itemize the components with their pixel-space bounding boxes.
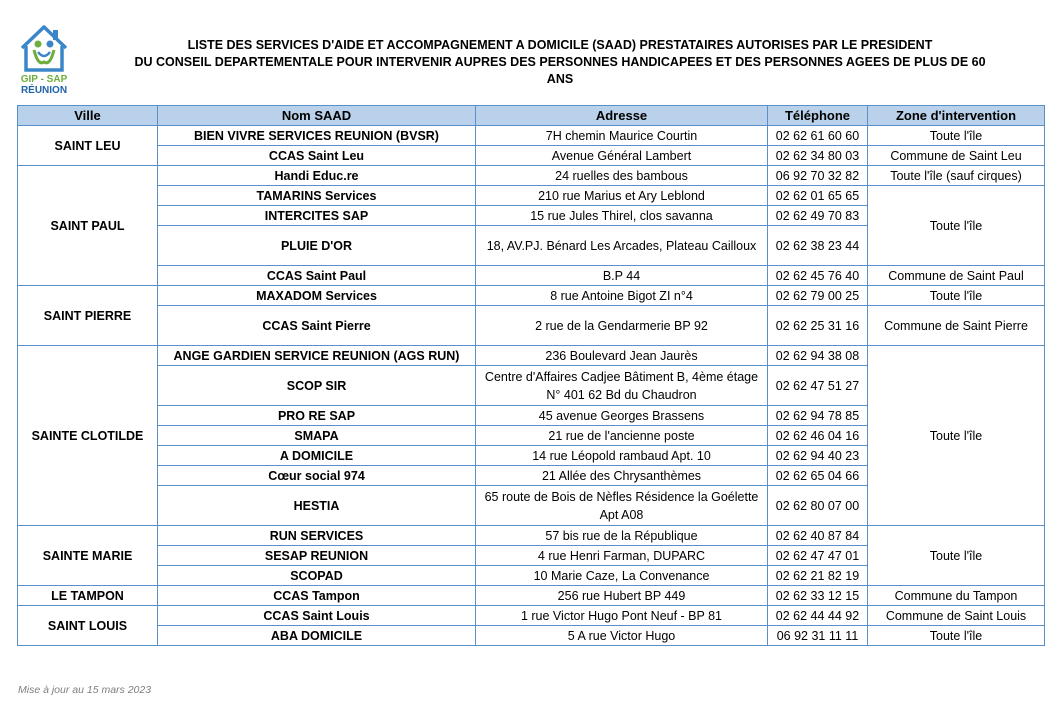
phone-cell: 02 62 47 47 01 [768, 546, 868, 566]
saad-name-cell: ABA DOMICILE [158, 626, 476, 646]
table-row [18, 626, 1045, 646]
table-row [18, 606, 1045, 626]
saad-name-cell: SMAPA [158, 426, 476, 446]
address-cell: 45 avenue Georges Brassens [476, 406, 768, 426]
saad-name-cell: SESAP REUNION [158, 546, 476, 566]
zone-cell: Toute l'île [868, 526, 1045, 586]
phone-cell: 06 92 31 11 11 [768, 626, 868, 646]
address-cell: 1 rue Victor Hugo Pont Neuf - BP 81 [476, 606, 768, 626]
col-header-ville: Ville [18, 106, 158, 126]
zone-cell: Commune de Saint Leu [868, 146, 1045, 166]
address-cell: 8 rue Antoine Bigot ZI n°4 [476, 286, 768, 306]
document-title-line2: DU CONSEIL DEPARTEMENTALE POUR INTERVENIR AUPRES DES PERSONNES HANDICAPEES ET DES PERSONNES AGEES DE PLUS DE 60 ANS [134, 55, 986, 86]
address-cell: 57 bis rue de la République [476, 526, 768, 546]
address-cell: 15 rue Jules Thirel, clos savanna [476, 206, 768, 226]
phone-cell: 02 62 38 23 44 [768, 226, 868, 266]
phone-cell: 02 62 65 04 66 [768, 466, 868, 486]
phone-cell: 02 62 94 40 23 [768, 446, 868, 466]
zone-cell: Toute l'île [868, 286, 1045, 306]
address-cell: 7H chemin Maurice Courtin [476, 126, 768, 146]
table-row [18, 146, 1045, 166]
gip-sap-logo [16, 22, 72, 96]
address-cell: 18, AV.PJ. Bénard Les Arcades, Plateau Cailloux [476, 226, 768, 266]
col-header-nom: Nom SAAD [158, 106, 476, 126]
address-cell: 4 rue Henri Farman, DUPARC [476, 546, 768, 566]
city-cell: SAINT PIERRE [18, 286, 158, 346]
update-date-note: Mise à jour au 15 mars 2023 [18, 684, 152, 696]
address-cell: 10 Marie Caze, La Convenance [476, 566, 768, 586]
address-cell: 236 Boulevard Jean Jaurès [476, 346, 768, 366]
saad-name-cell: PRO RE SAP [158, 406, 476, 426]
saad-name-cell: CCAS Saint Pierre [158, 306, 476, 346]
phone-cell: 02 62 94 78 85 [768, 406, 868, 426]
col-header-adresse: Adresse [476, 106, 768, 126]
phone-cell: 02 62 34 80 03 [768, 146, 868, 166]
address-cell: 256 rue Hubert BP 449 [476, 586, 768, 606]
zone-cell: Toute l'île [868, 346, 1045, 526]
table-row [18, 586, 1045, 606]
table-row [18, 166, 1045, 186]
saad-name-cell: RUN SERVICES [158, 526, 476, 546]
zone-cell: Commune de Saint Louis [868, 606, 1045, 626]
saad-name-cell: CCAS Saint Paul [158, 266, 476, 286]
zone-cell: Toute l'île [868, 626, 1045, 646]
saad-table [17, 105, 1045, 646]
address-cell: 14 rue Léopold rambaud Apt. 10 [476, 446, 768, 466]
house-icon [16, 22, 72, 74]
saad-name-cell: SCOPAD [158, 566, 476, 586]
zone-cell: Toute l'île (sauf cirques) [868, 166, 1045, 186]
saad-name-cell: SCOP SIR [158, 366, 476, 406]
phone-cell: 02 62 61 60 60 [768, 126, 868, 146]
saad-name-cell: TAMARINS Services [158, 186, 476, 206]
address-cell: 24 ruelles des bambous [476, 166, 768, 186]
saad-name-cell: MAXADOM Services [158, 286, 476, 306]
address-cell: 21 Allée des Chrysanthèmes [476, 466, 768, 486]
phone-cell: 02 62 46 04 16 [768, 426, 868, 446]
city-cell: LE TAMPON [18, 586, 158, 606]
table-row [18, 286, 1045, 306]
document-title-line1: LISTE DES SERVICES D'AIDE ET ACCOMPAGNEMENT A DOMICILE (SAAD) PRESTATAIRES AUTORISES PAR LE PRESIDENT [187, 38, 933, 52]
city-cell: SAINT LEU [18, 126, 158, 166]
city-cell: SAINTE CLOTILDE [18, 346, 158, 526]
address-cell: 65 route de Bois de Nèfles Résidence la Goélette Apt A08 [476, 486, 768, 526]
address-cell: 210 rue Marius et Ary Leblond [476, 186, 768, 206]
phone-cell: 02 62 44 44 92 [768, 606, 868, 626]
zone-cell: Commune du Tampon [868, 586, 1045, 606]
saad-name-cell: INTERCITES SAP [158, 206, 476, 226]
saad-name-cell: Handi Educ.re [158, 166, 476, 186]
saad-name-cell: HESTIA [158, 486, 476, 526]
city-cell: SAINTE MARIE [18, 526, 158, 586]
phone-cell: 02 62 79 00 25 [768, 286, 868, 306]
phone-cell: 02 62 49 70 83 [768, 206, 868, 226]
table-row [18, 266, 1045, 286]
city-cell: SAINT LOUIS [18, 606, 158, 646]
table-row [18, 126, 1045, 146]
address-cell: Avenue Général Lambert [476, 146, 768, 166]
table-header-row [18, 106, 1045, 126]
phone-cell: 02 62 45 76 40 [768, 266, 868, 286]
phone-cell: 02 62 47 51 27 [768, 366, 868, 406]
saad-name-cell: CCAS Saint Leu [158, 146, 476, 166]
address-cell: 2 rue de la Gendarmerie BP 92 [476, 306, 768, 346]
col-header-telephone: Téléphone [768, 106, 868, 126]
phone-cell: 02 62 21 82 19 [768, 566, 868, 586]
saad-name-cell: CCAS Saint Louis [158, 606, 476, 626]
address-cell: 5 A rue Victor Hugo [476, 626, 768, 646]
phone-cell: 02 62 80 07 00 [768, 486, 868, 526]
saad-name-cell: BIEN VIVRE SERVICES REUNION (BVSR) [158, 126, 476, 146]
phone-cell: 02 62 01 65 65 [768, 186, 868, 206]
logo-line2: RÉUNION [20, 85, 68, 96]
phone-cell: 02 62 33 12 15 [768, 586, 868, 606]
phone-cell: 02 62 40 87 84 [768, 526, 868, 546]
zone-cell: Toute l'île [868, 126, 1045, 146]
zone-cell: Commune de Saint Paul [868, 266, 1045, 286]
logo-line1: GIP - SAP [20, 74, 68, 85]
saad-name-cell: Cœur social 974 [158, 466, 476, 486]
table-row [18, 526, 1045, 546]
phone-cell: 02 62 94 38 08 [768, 346, 868, 366]
zone-cell: Toute l'île [868, 186, 1045, 266]
table-row [18, 306, 1045, 346]
city-cell: SAINT PAUL [18, 166, 158, 286]
address-cell: Centre d'Affaires Cadjee Bâtiment B, 4ème étage N° 401 62 Bd du Chaudron [476, 366, 768, 406]
zone-cell: Commune de Saint Pierre [868, 306, 1045, 346]
saad-name-cell: PLUIE D'OR [158, 226, 476, 266]
address-cell: B.P 44 [476, 266, 768, 286]
saad-name-cell: ANGE GARDIEN SERVICE REUNION (AGS RUN) [158, 346, 476, 366]
address-cell: 21 rue de l'ancienne poste [476, 426, 768, 446]
table-row [18, 346, 1045, 366]
saad-name-cell: CCAS Tampon [158, 586, 476, 606]
table-row [18, 186, 1045, 206]
col-header-zone: Zone d'intervention [868, 106, 1045, 126]
phone-cell: 02 62 25 31 16 [768, 306, 868, 346]
phone-cell: 06 92 70 32 82 [768, 166, 868, 186]
saad-name-cell: A DOMICILE [158, 446, 476, 466]
